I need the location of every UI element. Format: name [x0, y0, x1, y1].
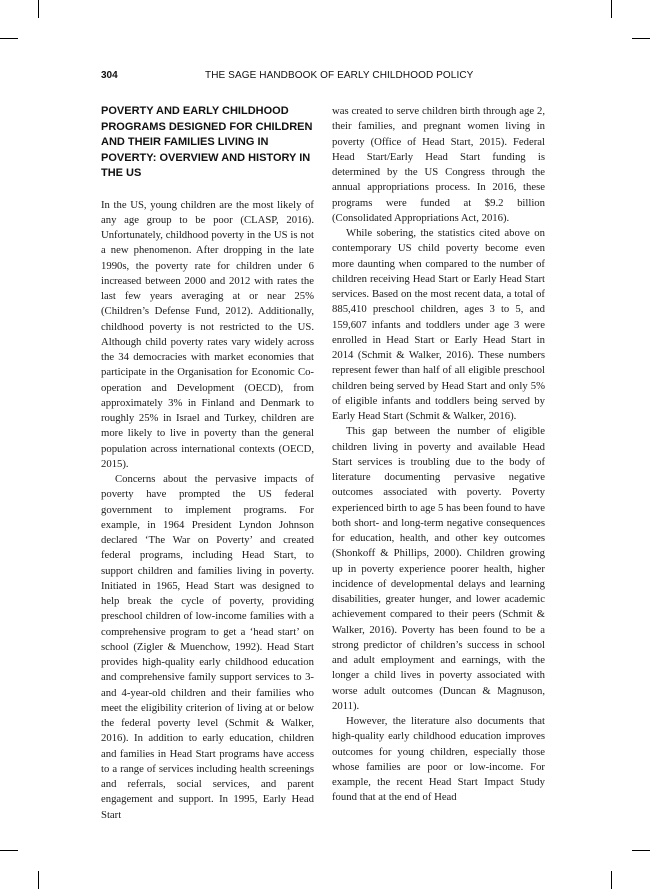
crop-mark	[611, 871, 612, 889]
crop-mark	[38, 0, 39, 18]
crop-mark	[632, 38, 650, 39]
paragraph-continued: was created to serve children birth through age 2, their families, and pregnant women living in poverty (Office of Head Start, 2015). Federal Head Start/Early Head Start funding is determined by the US Congress through the annual appropriations process. In 2016, these programs were funded at $9.2 billion (Consolidated Appropriations Act, 2016).	[332, 105, 545, 224]
paragraph: While sobering, the statistics cited above on contemporary US child poverty become even more daunting when compared to the number of children receiving Head Start or Early Head Start services. Based on the most recent data, a total of 885,410 preschool children, ages 3 to 5, and 159,607 infants and toddlers under age 3 were enrolled in Head Start or Early Head Start in 2014 (Schmit & Walker, 2016). These numbers represent fewer than half of all eligible preschool children being served by Head Start and only 5% of eligible infants and toddlers being served by Early Head Start (Schmit & Walker, 2016).	[332, 227, 545, 422]
paragraph: Concerns about the pervasive impacts of poverty have prompted the US federal government to implement programs. For example, in 1964 President Lyndon Johnson declared ‘The War on Poverty’ and created federal programs, including Head Start, to support children and families living in poverty. Initiated in 1965, Head Start was designed to help break the cycle of poverty, providing preschool children of low-income families with a comprehensive program to get a ‘head start’ on school (Zigler & Muenchow, 1992). Head Start provides high-quality early childhood education and comprehensive family support services to 3- and 4-year-old children and their families who meet the eligibility criterion of living at or below the federal poverty level (Schmit & Walker, 2016). In addition to early education, children and families in Head Start programs have access to a range of services including health screenings and referrals, social services, and parent engagement and support. In 1995, Early Head Start	[101, 473, 314, 821]
running-head	[101, 70, 546, 84]
crop-mark	[611, 0, 612, 18]
left-column	[101, 104, 314, 823]
book-title: THE SAGE HANDBOOK OF EARLY CHILDHOOD POLICY	[205, 70, 474, 81]
crop-mark	[632, 850, 650, 851]
crop-mark	[0, 850, 18, 851]
paragraph: However, the literature also documents that high-quality early childhood education improves outcomes for young children, especially those whose families are poor or low-income. For example, the recent Head Start Impact Study found that at the end of Head	[332, 715, 545, 804]
paragraph: In the US, young children are the most likely of any age group to be poor (CLASP, 2016). Unfortunately, childhood poverty in the US is not a new phenomenon. After dropping in the late 1990s, the poverty rate for children under 6 increased between 2000 and 2012 with rates the last few years averaging at or near 25% (Children’s Defense Fund, 2012). Additionally, childhood poverty is not restricted to the US. Although child poverty rates vary widely across the 34 democracies with market economies that participate in the Organisation for Economic Co-operation and Development (OECD), from approximately 3% in Finland and Denmark to roughly 25% in Israel and Turkey, children are more likely to live in poverty than the general population across international contexts (OECD, 2015).	[101, 198, 314, 470]
paragraph: This gap between the number of eligible children living in poverty and available Head Start services is troubling due to the body of literature documenting pervasive negative outcomes associated with poverty. Poverty experienced birth to age 5 has been found to have both short- and long-term negative consequences for education, health, and other key outcomes (Shonkoff & Phillips, 2000). Children growing up in poverty experience poorer health, higher incidence of developmental delays and learning disabilities, greater hunger, and lower academic achievement compared to their peers (Schmit & Walker, 2016). Poverty has been found to be a strong predictor of children’s success in school and adult employment and earnings, with the longer a child lives in poverty associated with worse adult outcomes (Duncan & Magnuson, 2011).	[332, 425, 545, 712]
crop-mark	[0, 38, 18, 39]
crop-mark	[38, 871, 39, 889]
right-column	[332, 104, 545, 806]
page-number: 304	[101, 70, 118, 81]
section-heading: POVERTY AND EARLY CHILDHOOD PROGRAMS DESIGNED FOR CHILDREN AND THEIR FAMILIES LIVING IN POVERTY: OVERVIEW AND HISTORY IN THE US	[101, 105, 313, 179]
